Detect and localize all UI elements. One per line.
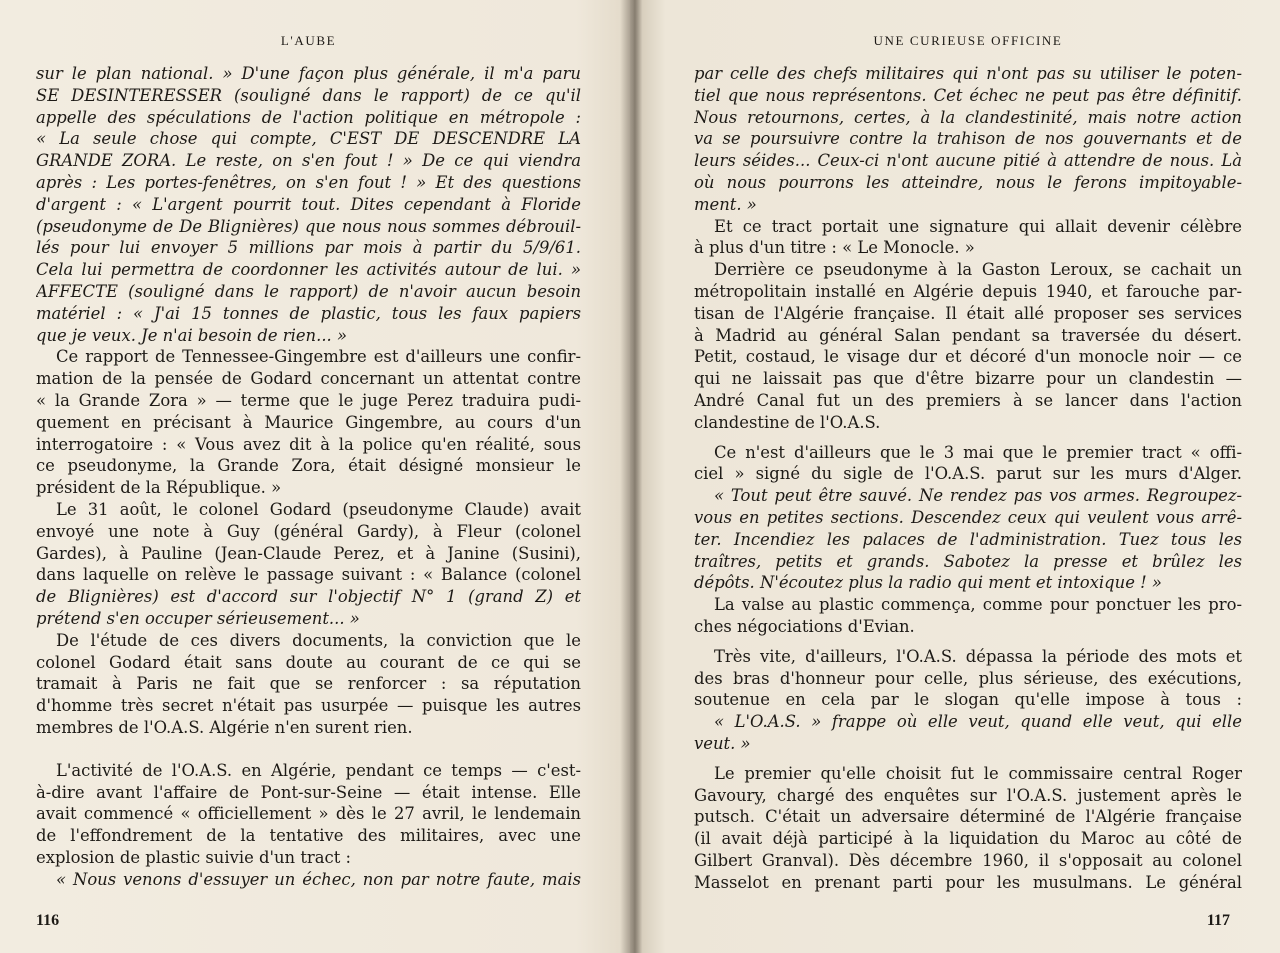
text-line: Le premier qu'elle choisit fut le commissaire central Roger bbox=[714, 763, 1242, 783]
text-line: SE DESINTERESSER (souligné dans le rapport) de ce qu'il bbox=[36, 85, 581, 105]
text-line: Ce n'est d'ailleurs que le 3 mai que le premier tract « offi- bbox=[714, 442, 1242, 462]
text-line: L'activité de l'O.A.S. en Algérie, pendant ce temps — c'est- bbox=[56, 760, 581, 780]
left-page-text bbox=[36, 63, 581, 890]
text-line: d'homme très secret n'était pas usurpée — puisque les autres bbox=[36, 696, 581, 716]
text-line: mation de la pensée de Godard concernant un attentat contre bbox=[36, 369, 581, 389]
text-line: ment. » bbox=[694, 194, 757, 214]
text-line: membres de l'O.A.S. Algérie n'en surent rien. bbox=[36, 717, 413, 737]
text-line: tramait à Paris ne fait que se renforcer : sa réputation bbox=[36, 674, 581, 694]
text-line: soutenue en cela par le slogan qu'elle impose à tous : bbox=[694, 690, 1242, 710]
text-line: explosion de plastic suivie d'un tract : bbox=[36, 847, 352, 867]
text-line: « Nous venons d'essuyer un échec, non par notre faute, mais bbox=[56, 869, 581, 889]
text-line: colonel Godard était sans doute au courant de ce qui se bbox=[36, 652, 581, 672]
text-line: tiel que nous représentons. Cet échec ne peut pas être définitif. bbox=[694, 85, 1242, 105]
right-page bbox=[694, 0, 1242, 953]
text-line: Gilbert Granval). Dès décembre 1960, il s'opposait au colonel bbox=[694, 850, 1242, 870]
text-line: « la Grande Zora » — terme que le juge Perez traduira pudi- bbox=[36, 390, 581, 410]
text-line: qui ne laissait pas que d'être bizarre pour un clandestin — bbox=[694, 369, 1242, 389]
text-line: envoyé une note à Guy (général Gardy), à Fleur (colonel bbox=[36, 521, 581, 541]
text-line: appelle des spéculations de l'action politique en métropole : bbox=[36, 107, 581, 127]
text-line: de l'effondrement de la tentative des militaires, avec une bbox=[36, 826, 581, 846]
page-number-right: 117 bbox=[1206, 912, 1230, 929]
text-line: que je veux. Je n'ai besoin de rien... » bbox=[36, 325, 347, 345]
text-line: Gardes), à Pauline (Jean-Claude Perez, et à Janine (Susini), bbox=[36, 543, 581, 563]
book-gutter bbox=[620, 0, 642, 953]
left-page bbox=[36, 0, 581, 953]
text-line: ches négociations d'Evian. bbox=[694, 616, 915, 636]
text-line: matériel : « J'ai 15 tonnes de plastic, tous les faux papiers bbox=[36, 303, 581, 323]
text-line: va se poursuivre contre la trahison de nos gouvernants et de bbox=[694, 129, 1242, 149]
text-line: Et ce tract portait une signature qui allait devenir célèbre bbox=[714, 216, 1242, 236]
text-line: métropolitain installé en Algérie depuis 1940, et farouche par- bbox=[694, 281, 1242, 301]
running-head-left: L'AUBE bbox=[280, 33, 337, 48]
text-line: Très vite, d'ailleurs, l'O.A.S. dépassa la période des mots et bbox=[714, 646, 1242, 666]
text-line: Derrière ce pseudonyme à la Gaston Leroux, se cachait un bbox=[714, 260, 1242, 280]
text-line: tisan de l'Algérie française. Il était allé proposer ses services bbox=[694, 303, 1242, 323]
text-line: Petit, costaud, le visage dur et décoré d'un monocle noir — ce bbox=[694, 347, 1242, 367]
text-line: leurs séides... Ceux-ci n'ont aucune pitié à attendre de nous. Là bbox=[694, 151, 1242, 171]
text-line: à-dire avant l'affaire de Pont-sur-Seine — était intense. Elle bbox=[36, 782, 581, 802]
text-line: après : Les portes-fenêtres, on s'en fout ! » Et des questions bbox=[36, 172, 581, 192]
text-line: « L'O.A.S. » frappe où elle veut, quand elle veut, qui elle bbox=[714, 712, 1242, 732]
text-line: ce pseudonyme, la Grande Zora, était désigné monsieur le bbox=[36, 456, 581, 476]
text-line: Gavoury, chargé des enquêtes sur l'O.A.S. justement après le bbox=[694, 785, 1242, 805]
text-line: interrogatoire : « Vous avez dit à la police qu'en réalité, sous bbox=[36, 434, 581, 454]
page-number-left: 116 bbox=[36, 912, 60, 929]
text-line: dépôts. N'écoutez plus la radio qui ment et intoxique ! » bbox=[694, 573, 1162, 593]
text-line: ciel » signé du sigle de l'O.A.S. parut sur les murs d'Alger. bbox=[694, 464, 1242, 484]
right-page-text bbox=[694, 63, 1242, 893]
text-line: des bras d'honneur pour celle, plus sérieuse, des exécutions, bbox=[694, 668, 1242, 688]
text-line: Cela lui permettra de coordonner les activités autour de lui. » bbox=[36, 260, 581, 280]
text-line: traîtres, petits et grands. Sabotez la presse et brûlez les bbox=[694, 551, 1242, 571]
text-line: Ce rapport de Tennessee-Gingembre est d'ailleurs une confir- bbox=[56, 347, 581, 367]
text-line: André Canal fut un des premiers à se lancer dans l'action bbox=[694, 390, 1242, 410]
text-line: à plus d'un titre : « Le Monocle. » bbox=[694, 238, 975, 258]
text-line: AFFECTE (souligné dans le rapport) de n'avoir aucun besoin bbox=[36, 281, 581, 301]
text-line: Masselot en prenant parti pour les musulmans. Le général bbox=[694, 872, 1242, 892]
text-line: où nous pourrons les atteindre, nous le ferons impitoyable- bbox=[694, 172, 1242, 192]
text-line: veut. » bbox=[694, 733, 751, 753]
text-line: GRANDE ZORA. Le reste, on s'en fout ! » De ce qui viendra bbox=[36, 151, 581, 171]
text-line: lés pour lui envoyer 5 millions par mois à partir du 5/9/61. bbox=[36, 238, 581, 258]
text-line: à Madrid au général Salan pendant sa traversée du désert. bbox=[694, 325, 1242, 345]
text-line: sur le plan national. » D'une façon plus générale, il m'a paru bbox=[36, 64, 581, 83]
text-line: De l'étude de ces divers documents, la conviction que le bbox=[56, 630, 581, 650]
text-line: clandestine de l'O.A.S. bbox=[694, 412, 881, 432]
text-line: Nous retournons, certes, à la clandestinité, mais notre action bbox=[694, 107, 1242, 127]
text-line: vous en petites sections. Descendez ceux qui veulent vous arrê- bbox=[694, 507, 1242, 527]
text-line: quement en précisant à Maurice Gingembre, au cours d'un bbox=[36, 412, 581, 432]
text-line: par celle des chefs militaires qui n'ont pas su utiliser le poten- bbox=[694, 64, 1242, 83]
text-line: dans laquelle on relève le passage suivant : « Balance (colonel bbox=[36, 565, 581, 585]
text-line: « Tout peut être sauvé. Ne rendez pas vos armes. Regroupez- bbox=[714, 486, 1242, 506]
text-line: La valse au plastic commença, comme pour ponctuer les pro- bbox=[714, 595, 1242, 615]
text-line: « La seule chose qui compte, C'EST DE DESCENDRE LA bbox=[36, 129, 581, 149]
text-line: (pseudonyme de De Blignières) que nous nous sommes débrouil- bbox=[36, 216, 581, 236]
text-line: (il avait déjà participé à la liquidation du Maroc au côté de bbox=[694, 829, 1242, 849]
text-line: ter. Incendiez les palaces de l'administration. Tuez tous les bbox=[694, 529, 1242, 549]
text-line: avait commencé « officiellement » dès le 27 avril, le lendemain bbox=[36, 804, 581, 824]
text-line: Le 31 août, le colonel Godard (pseudonyme Claude) avait bbox=[56, 499, 581, 519]
text-line: putsch. C'était un adversaire déterminé de l'Algérie française bbox=[694, 807, 1242, 827]
text-line: de Blignières) est d'accord sur l'objectif N° 1 (grand Z) et bbox=[36, 587, 581, 607]
text-line: prétend s'en occuper sérieusement... » bbox=[36, 608, 360, 628]
running-head-right: UNE CURIEUSE OFFICINE bbox=[873, 33, 1063, 48]
text-line: président de la République. » bbox=[36, 478, 282, 498]
text-line: d'argent : « L'argent pourrit tout. Dites cependant à Floride bbox=[36, 194, 581, 214]
